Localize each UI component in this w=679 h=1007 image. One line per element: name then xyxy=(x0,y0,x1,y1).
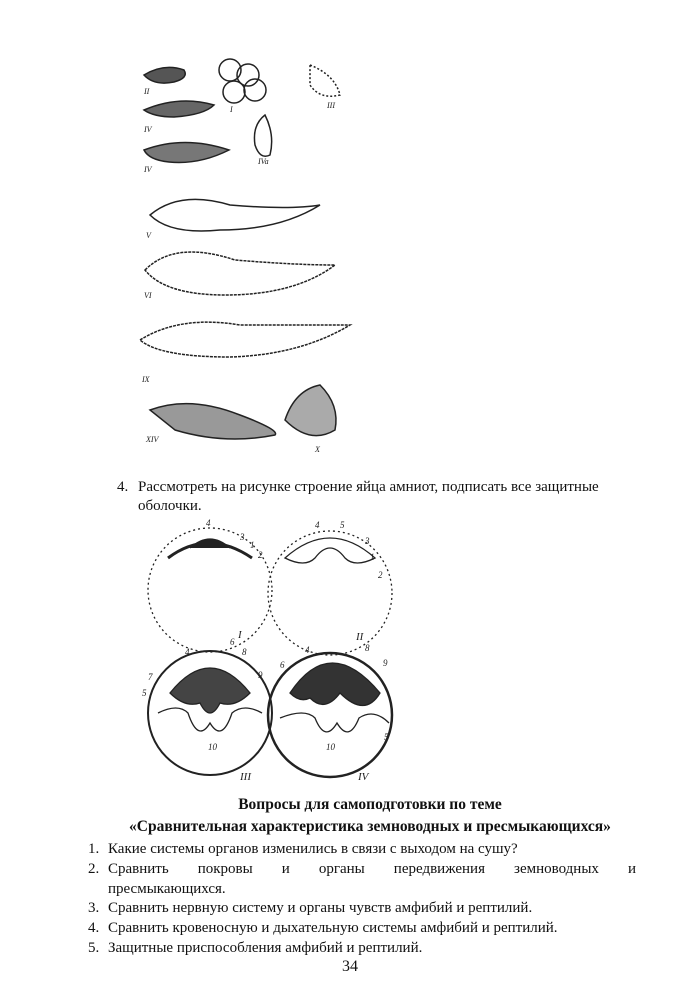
question-text: пресмыкающихся. xyxy=(108,880,226,897)
egg-label: 6 xyxy=(280,660,285,670)
question-number: 4. xyxy=(88,920,100,936)
egg-label: 2 xyxy=(258,550,263,560)
panel-label: IV xyxy=(358,771,369,783)
egg-label: 2 xyxy=(378,570,383,580)
question-number: 3. xyxy=(88,900,100,916)
figure-label: IV xyxy=(144,125,152,134)
figure-label: IVa xyxy=(258,157,269,166)
question-text: Сравнить кровеносную и дыхательную системы амфибий и рептилий. xyxy=(108,920,558,936)
question-text: Сравнить нервную систему и органы чувств амфибий и рептилий. xyxy=(108,900,533,916)
tadpole-development-figure xyxy=(130,50,370,460)
egg-label: 10 xyxy=(326,742,335,752)
panel-label: III xyxy=(240,771,251,783)
page-number: 34 xyxy=(342,958,358,975)
egg-label: 7 xyxy=(148,672,153,682)
egg-label: 8 xyxy=(365,643,370,653)
egg-label: 1 xyxy=(250,540,255,550)
panel-label: II xyxy=(356,631,364,643)
egg-label: 4 xyxy=(315,520,320,530)
figure-label: XIV xyxy=(146,435,159,444)
egg-label: 9 xyxy=(258,670,263,680)
amniote-egg-figure xyxy=(140,518,400,786)
figure-label: IV xyxy=(144,165,152,174)
egg-label: 1 xyxy=(370,552,375,562)
question-text: Сравнить покровы и органы передвижения земноводных и xyxy=(108,861,636,877)
task-4 xyxy=(117,478,637,516)
embryo-stage-2 xyxy=(144,67,185,83)
egg-label: 4 xyxy=(185,647,190,657)
egg-label: 9 xyxy=(383,658,388,668)
figure-label: I xyxy=(230,105,233,114)
figure-label: X xyxy=(315,445,320,454)
figure-label: II xyxy=(144,87,150,96)
question-item xyxy=(88,860,636,899)
task-text: Рассмотреть на рисунке строение яйца амниот, подписать все защитные оболочки. xyxy=(138,479,599,514)
egg-label: 8 xyxy=(242,647,247,657)
question-item xyxy=(88,840,636,860)
question-number: 2. xyxy=(88,861,100,877)
question-text: Какие системы органов изменились в связи с выходом на сушу? xyxy=(108,841,518,857)
egg-label: 5 xyxy=(340,520,345,530)
panel-label: I xyxy=(238,629,242,641)
question-item xyxy=(88,919,636,939)
figure-label: V xyxy=(146,231,151,240)
question-item xyxy=(88,899,636,919)
egg-label: 6 xyxy=(230,637,235,647)
figure-label: IX xyxy=(142,375,150,384)
egg-label: 4 xyxy=(305,645,310,655)
egg-label: 5 xyxy=(384,732,389,742)
question-number: 5. xyxy=(88,940,100,956)
egg-label: 5 xyxy=(142,688,147,698)
egg-label: 4 xyxy=(206,518,211,528)
task-number: 4. xyxy=(117,479,129,495)
egg-label: 3 xyxy=(240,532,245,542)
question-number: 1. xyxy=(88,841,100,857)
question-item xyxy=(88,939,636,959)
section-subtitle: «Сравнительная характеристика земноводных и пресмыкающихся» xyxy=(129,818,611,835)
question-text: Защитные приспособления амфибий и рептилий. xyxy=(108,940,423,956)
section-title: Вопросы для самоподготовки по теме xyxy=(238,796,502,813)
egg-label: 10 xyxy=(208,742,217,752)
figure-label: VI xyxy=(144,291,152,300)
egg-label: 3 xyxy=(365,536,370,546)
figure-label: III xyxy=(327,101,335,110)
